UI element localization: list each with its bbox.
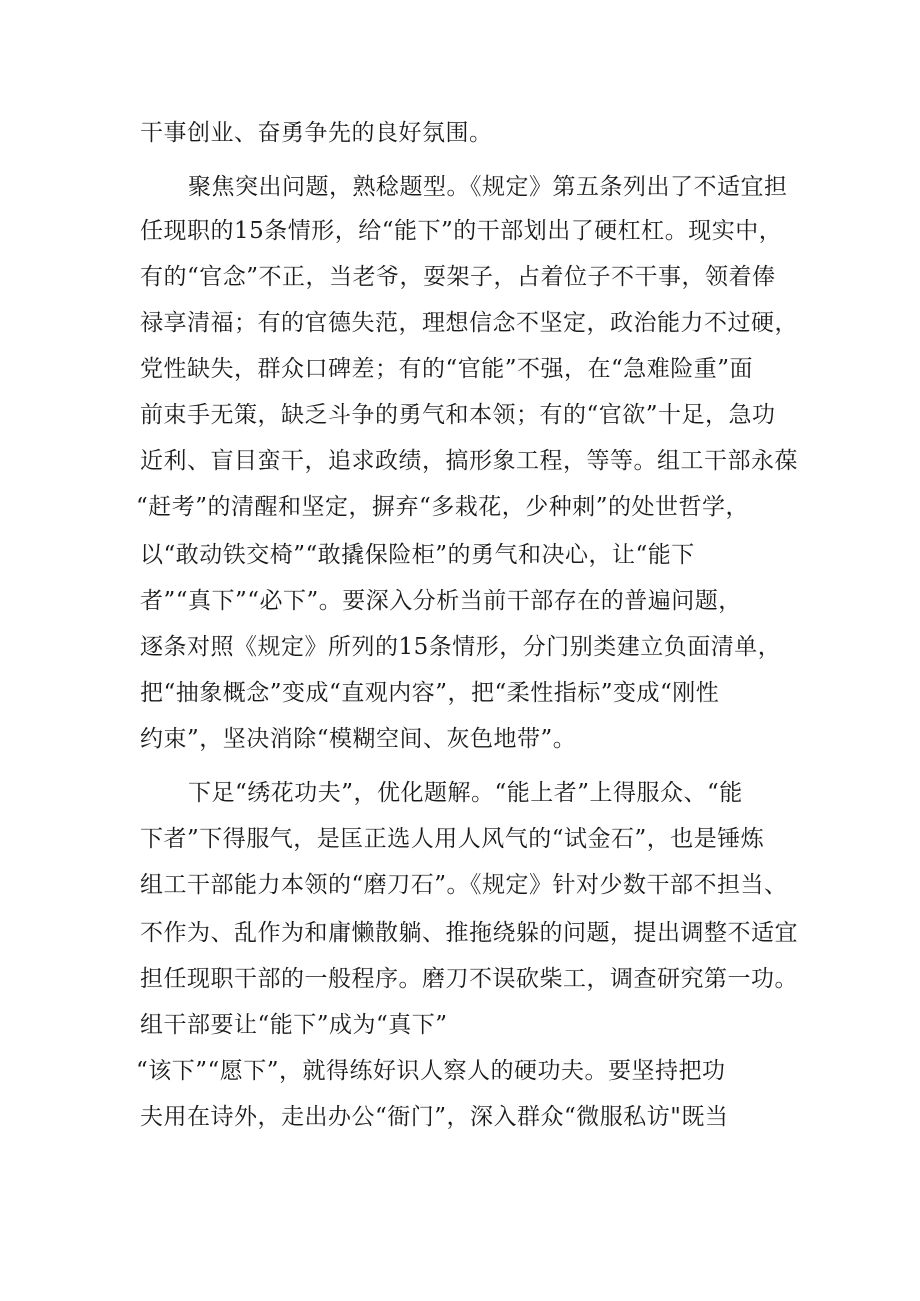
text-line-1: 干事创业、奋勇争先的良好氛围。	[140, 120, 493, 146]
text-line-13: 把“抽象概念”变成“直观内容”，把“柔性指标”变成“刚性	[140, 680, 720, 706]
text-line-8: 近利、盲目蛮干，追求政绩，搞形象工程，等等。组工干部永葆	[140, 448, 798, 474]
text-line-22: 夫用在诗外，走出办公“衙门”，深入群众“微服私访"既当	[140, 1104, 729, 1130]
paragraph-start-line-1: 聚焦突出问题，熟稔题型。《规定》第五条列出了不适宜担	[188, 174, 788, 200]
text-line-9: “赶考”的清醒和坚定，摒弃“多栽花，少种刺”的处世哲学，	[136, 494, 750, 520]
paragraph-start-line-2: 下足“绣花功夫”，优化题解。“能上者”上得服众、“能	[188, 780, 743, 806]
text-line-18: 不作为、乱作为和庸懒散躺、推拖绕躲的问题，提出调整不适宜	[140, 920, 798, 946]
text-line-10: 以“敢动铁交椅”“敢撬保险柜”的勇气和决心，让“能下	[140, 542, 695, 568]
text-line-7: 前束手无策，缺乏斗争的勇气和本领；有的“官欲”十足，急功	[140, 402, 776, 428]
text-line-19: 担任现职干部的一般程序。磨刀不误砍柴工，调查研究第一功。	[140, 966, 798, 992]
text-line-11: 者”“真下”“必下”。要深入分析当前干部存在的普遍问题，	[140, 588, 742, 614]
text-line-5: 禄享清福；有的官德失范，理想信念不坚定，政治能力不过硬，	[140, 310, 798, 336]
text-line-3: 任现职的15条情形，给“能下”的干部划出了硬杠杠。现实中，	[140, 218, 783, 244]
text-line-14: 约束”，坚决消除“模糊空间、灰色地带”。	[140, 726, 577, 752]
text-line-16: 下者”下得服气，是匡正选人用人风气的“试金石”，也是锤炼	[140, 826, 765, 852]
text-line-4: 有的“官念”不正，当老爷，耍架子，占着位子不干事，领着俸	[140, 264, 776, 290]
text-line-12: 逐条对照《规定》所列的15条情形，分门别类建立负面清单，	[140, 634, 782, 660]
text-line-17: 组工干部能力本领的“磨刀石”。《规定》针对少数干部不担当、	[140, 872, 788, 898]
text-line-20: 组干部要让“能下”成为“真下”	[140, 1012, 448, 1038]
text-line-6: 党性缺失，群众口碑差；有的“官能”不强，在“急难险重”面	[140, 356, 754, 382]
text-line-21: “该下”“愿下”，就得练好识人察人的硬功夫。要坚持把功	[136, 1058, 726, 1084]
